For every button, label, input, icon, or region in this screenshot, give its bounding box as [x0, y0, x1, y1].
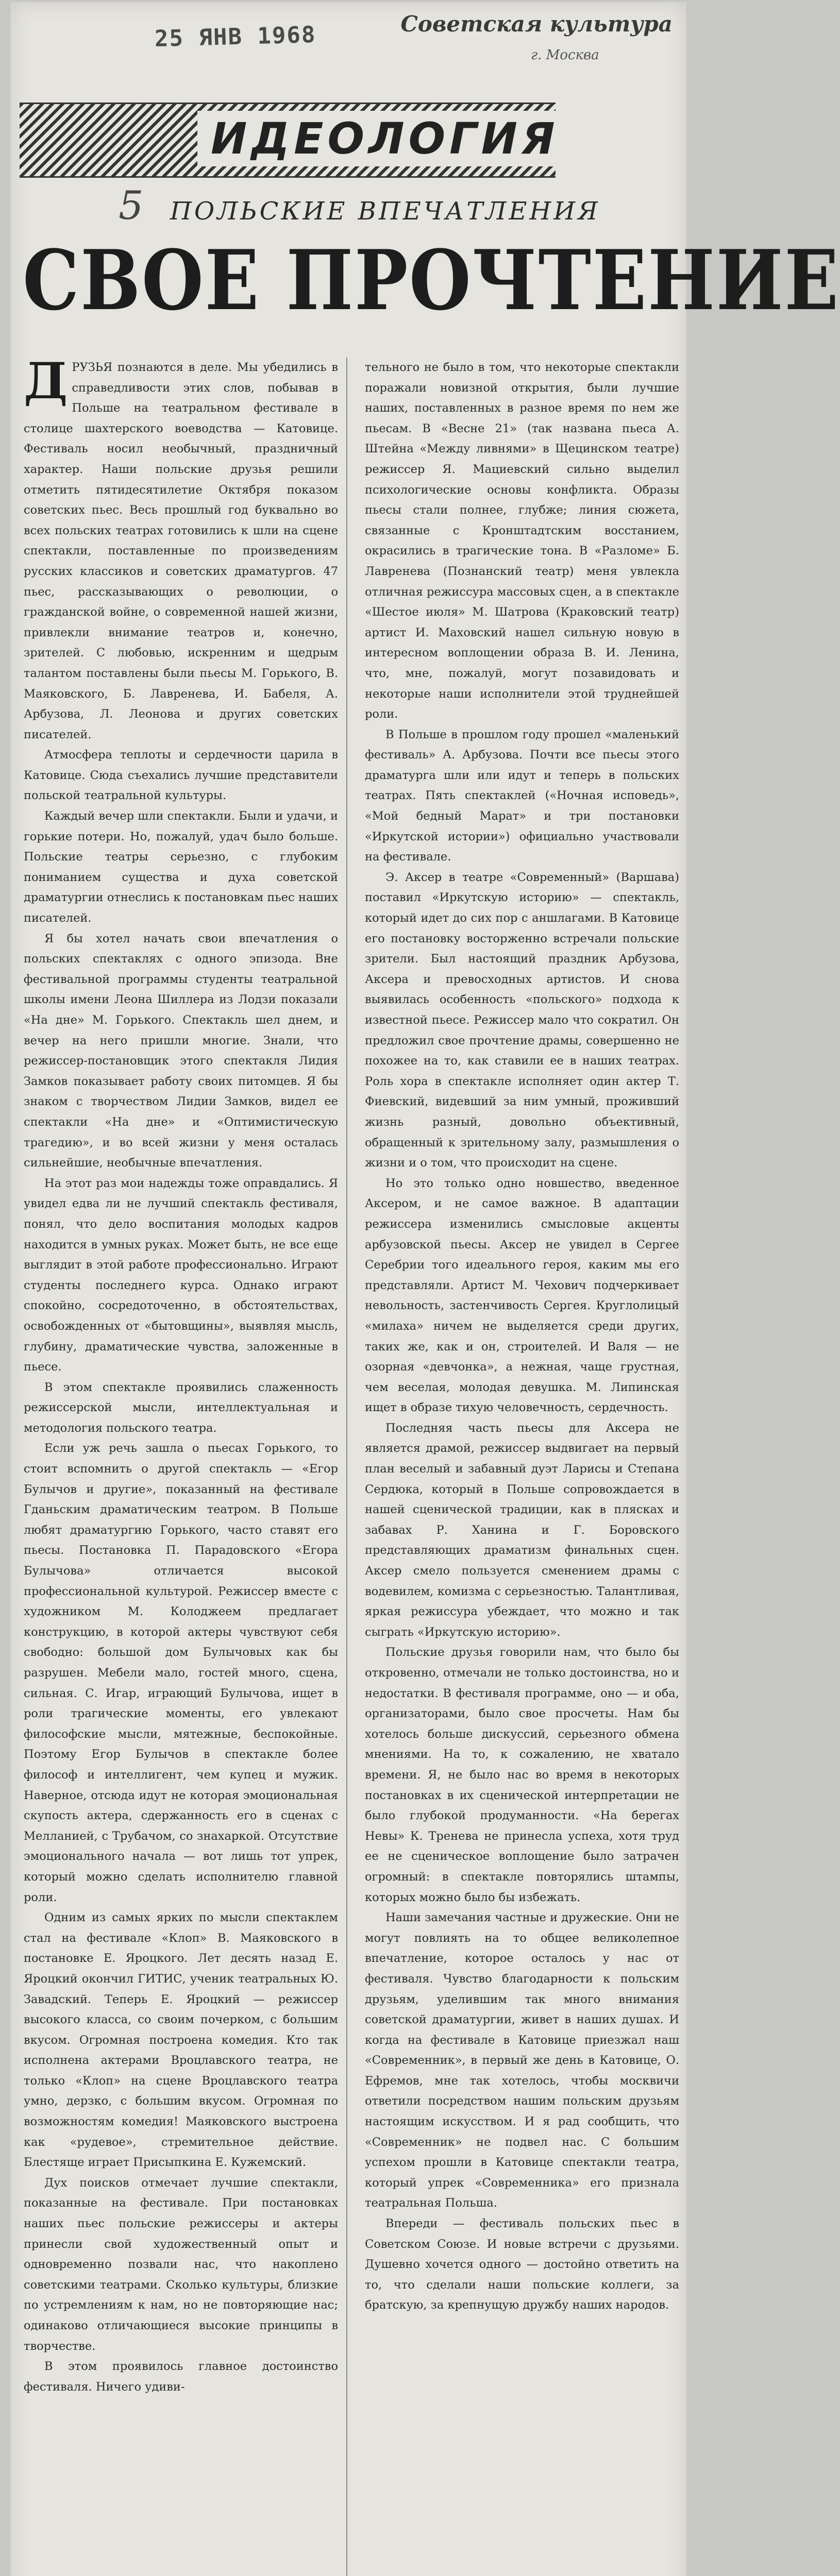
paragraph-text: РУЗЬЯ познаются в деле. Мы убедились в справедливости этих слов, побывав в Польше на театральном фестивале в столице шахтерского воеводства — Катовице. Фестиваль носил необычный, праздничный характер. Наши польские друзья решили отметить пятидесятилетие Октября показом советских пьес. Весь прошлый год буквально во всех польских театрах готовились к шли на сцене спектакли, поставленные по произведениям русских классиков и советских драматургов. 47 пьес, рассказывающих о революции, о гражданской войне, о современной нашей жизни, привлекли внимание театров и, конечно, зрителей. С любовью, искренним и щедрым талантом поставлены были пьесы М. Горького, В. Маяковского, Б. Лавренева, И. Бабеля, А. Арбузова, Л. Леонова и других советских писателей.	[24, 361, 338, 741]
paragraph: Если уж речь зашла о пьесах Горького, то стоит вспомнить о другой спектакль — «Егор Булычов и другие», показанный на фестивале Гданьским драматическим театром. В Польше любят драматургию Горького, часто ставят его пьесы. Постановка П. Парадовского «Егора Булычова» отличается высокой профессиональной культурой. Режиссер вместе с художником М. Колоджеем предлагает конструкцию, в которой актеры чувствуют себя свободно: большой дом Булычовых как бы разрушен. Мебели мало, гостей много, сцена, сильная. С. Игар, играющий Булычова, ищет в роли трагические моменты, его увлекают философские мысли, мятежные, беспокойные. Поэтому Егор Булычов в спектакле более философ и интеллигент, чем купец и мужик. Наверное, отсюда идут не которая эмоциональная скупость актера, сдержанность его в сценах с Мелланией, с Трубачом, со знахаркой. Отсутствие эмоционального начала — вот лишь тот упрек, который можно сделать исполнителю главной роли.	[24, 1442, 338, 1904]
column-divider	[346, 358, 347, 2576]
paragraph: В этом проявилось главное достоинство фестиваля. Ничего удиви-	[24, 2360, 338, 2394]
paragraph: тельного не было в том, что некоторые спектакли поражали новизной открытия, были лучшие наших, поставленных в разное время по нем же пьесам. В «Весне 21» (так названа пьеса А. Штейна «Между ливнями» в Щецинском театре) режиссер Я. Мациевский сильно выделил психологические основы конфликта. Образы пьесы стали полнее, глубже; линия сюжета, связанные с Кронштадтским восстанием, окрасились в трагические тона. В «Разломе» Б. Лавренева (Познанский театр) меня увлекла отличная режиссура массовых сцен, а в спектакле «Шестое июля» М. Шатрова (Краковский театр) артист И. Маховский нашел сильную новую в интересном воплощении образа В. И. Ленина, что, мне, пожалуй, могут позавидовать и некоторые наши исполнители этой труднейшей роли.	[365, 361, 679, 721]
newspaper-clipping	[10, 2, 840, 2576]
paragraph: Э. Аксер в театре «Современный» (Варшава) поставил «Иркутскую историю» — спектакль, который идет до сих пор с аншлагами. В Катовице его постановку восторженно встречали польские зрители. Был настоящий праздник Арбузова, Аксера и превосходных артистов. И снова выявилась особенность «польского» подхода к известной пьесе. Режиссер мало что сократил. Он предложил свое прочтение драмы, совершенно не похожее на то, как ставили ее в наших театрах. Роль хора в спектакле исполняет один актер Т. Фиевский, видевший за ним умный, проживший жизнь разный, довольно объективный, обращенный к зрительному залу, размышления о жизни и о том, что происходит на сцене.	[365, 870, 679, 1170]
series-number: 5	[119, 182, 144, 228]
paragraph: Атмосфера теплоты и сердечности царила в Катовице. Сюда съехались лучшие представители польской театральной культуры.	[24, 748, 338, 803]
paragraph: Последняя часть пьесы для Аксера не является драмой, режиссер выдвигает на первый план веселый и забавный дуэт Ларисы и Степана Сердюка, который в Польше сопровождается в нашей сценической традиции, как в плясках и забавах Р. Ханина и Г. Боровского представляющих драматизм финальных сцен. Аксер смело пользуется сменением драмы с водевилем, комизма с серьезностью. Талантливая, яркая режиссура убеждает, что можно и так сыграть «Иркутскую историю».	[365, 1421, 679, 1639]
newspaper-name: Советская культура	[400, 11, 673, 37]
date-stamp: 25 ЯНВ 1968	[154, 21, 317, 53]
series-title: ПОЛЬСКИЕ ВПЕЧАТЛЕНИЯ	[170, 197, 600, 226]
drop-cap: Д	[24, 352, 68, 410]
article-column-right	[365, 358, 679, 2316]
article-column-left	[24, 352, 338, 2397]
paragraph: Одним из самых ярких по мысли спектаклем стал на фестивале «Клоп» В. Маяковского в постановке Е. Яроцкого. Лет десять назад Е. Яроцкий окончил ГИТИС, ученик театральных Ю. Завадский. Теперь Е. Яроцкий — режиссер высокого класса, со своим почерком, с большим вкусом. Огромная построена комедия. Кто так исполнена актерами Вроцлавского театра, не только «Клоп» на сцене Вроцлавского театра умно, дерзко, с большим вкусом. Огромная по возможностям комедия! Маяковского выстроена как «рудевое», стремительное действие. Блестяще играет Присыпкина Е. Кужемский.	[24, 1911, 338, 2170]
paragraph: Польские друзья говорили нам, что было бы откровенно, отмечали не только достоинства, но и недостатки. В фестиваля программе, оно — и оба, организаторами, было свое просчеты. Нам бы хотелось больше дискуссий, серьезного обмена мнениями. На то, к сожалению, не хватало времени. Я, не было нас во время в некоторых постановках в их сценической интерпретации не было глубокой продуманности. «На берегах Невы» К. Тренева не принесла успеха, хотя труд ее не сценическое воплощение было затрачен огромный: в спектакле повторялись штампы, которых можно было бы избежать.	[365, 1646, 679, 1904]
paragraph: Наши замечания частные и дружеские. Они не могут повлиять на то общее великолепное впечатление, которое осталось у нас от фестиваля. Чувство благодарности к польским друзьям, уделившим так много внимания советской драматургии, живет в наших душах. И когда на фестивале в Катовице приезжал наш «Современник», в первый же день в Катовице, О. Ефремов, мне так хотелось, чтобы москвичи ответили посредством нашим польским друзьям настоящим искусством. И я рад сообщить, что «Современник» не подвел нас. С большим успехом прошли в Катовице спектакли театра, который упрек «Современника» его признала театральная Польша.	[365, 1911, 679, 2210]
rubric-banner	[20, 103, 559, 175]
paragraph: Каждый вечер шли спектакли. Были и удачи, и горькие потери. Но, пожалуй, удач было больше. Польские театры серьезно, с глубоким пониманием существа и духа советской драматургии отнеслись к постановкам пьес наших писателей.	[24, 809, 338, 925]
paragraph: Но это только одно новшество, введенное Аксером, и не самое важное. В адаптации режиссера изменились смысловые акценты арбузовской пьесы. Аксер не увидел в Сергее Серебрии того идеального героя, каким мы его представляли. Артист М. Чехович подчеркивает невольность, застенчивость Сергея. Круглолицый «милаха» ничем не выделяется среди других, таких же, как и он, строителей. И Валя — не озорная «девчонка», а нежная, чаще грустная, чем веселая, молодая девушка. М. Липинская ищет в образе тихую человечность, сердечность.	[365, 1176, 679, 1415]
paragraph: Я бы хотел начать свои впечатления о польских спектаклях с одного эпизода. Вне фестивальной программы студенты театральной школы имени Леона Шиллера из Лодзи показали «На дне» М. Горького. Спектакль шел днем, и вечер на него пришли многие. Знали, что режиссер-постановщик этого спектакля Лидия Замков показывает работу своих питомцев. Я бы знаком с творчеством Лидии Замков, видел ее спектакли «На дне» и «Оптимистическую трагедию», и во всей жизни у меня осталась сильнейшие, необычные впечатления.	[24, 931, 338, 1170]
paragraph: На этот раз мои надежды тоже оправдались. Я увидел едва ли не лучший спектакль фестиваля, понял, что дело воспитания молодых кадров находится в умных руках. Может быть, не все еще выглядит в этой работе профессионально. Играют студенты последнего курса. Однако играют спокойно, сосредоточенно, в обстоятельствах, освобожденных от «бытовщины», выявляя мысль, глубину, драматические чувства, заложенные в пьесе.	[24, 1176, 338, 1374]
paragraph: В этом спектакле проявились слаженность режиссерской мысли, интеллектуальная и методология польского театра.	[24, 1380, 338, 1435]
handwritten-note: г. Москва	[531, 47, 599, 63]
paragraph: Впереди — фестиваль польских пьес в Советском Союзе. И новые встречи с друзьями. Душевно хочется одного — достойно ответить на то, что сделали наши польские коллеги, за братскую, за крепнущую дружбу наших народов.	[365, 2217, 679, 2312]
paragraph: В Польше в прошлом году прошел «маленький фестиваль» А. Арбузова. Почти все пьесы этого драматурга шли или идут и теперь в польских театрах. Пять спектаклей («Ночная исповедь», «Мой бедный Марат» и три постановки «Иркутской истории») официально участвовали на фестивале.	[365, 727, 679, 864]
rubric-title: ИДЕОЛОГИЯ	[197, 111, 573, 166]
article-headline: СВОЕ ПРОЧТЕНИЕ	[23, 232, 840, 329]
paragraph: Дух поисков отмечает лучшие спектакли, показанные на фестивале. При постановках наших пьес польские режиссеры и актеры принесли свой художественный опыт и одновременно позвали нас, что накоплено советскими театрами. Сколько культуры, близкие по устремлениям к нам, но не повторяющие нас; одинаково отличающиеся высокие принципы в творчестве.	[24, 2176, 338, 2353]
paragraph	[24, 352, 338, 745]
